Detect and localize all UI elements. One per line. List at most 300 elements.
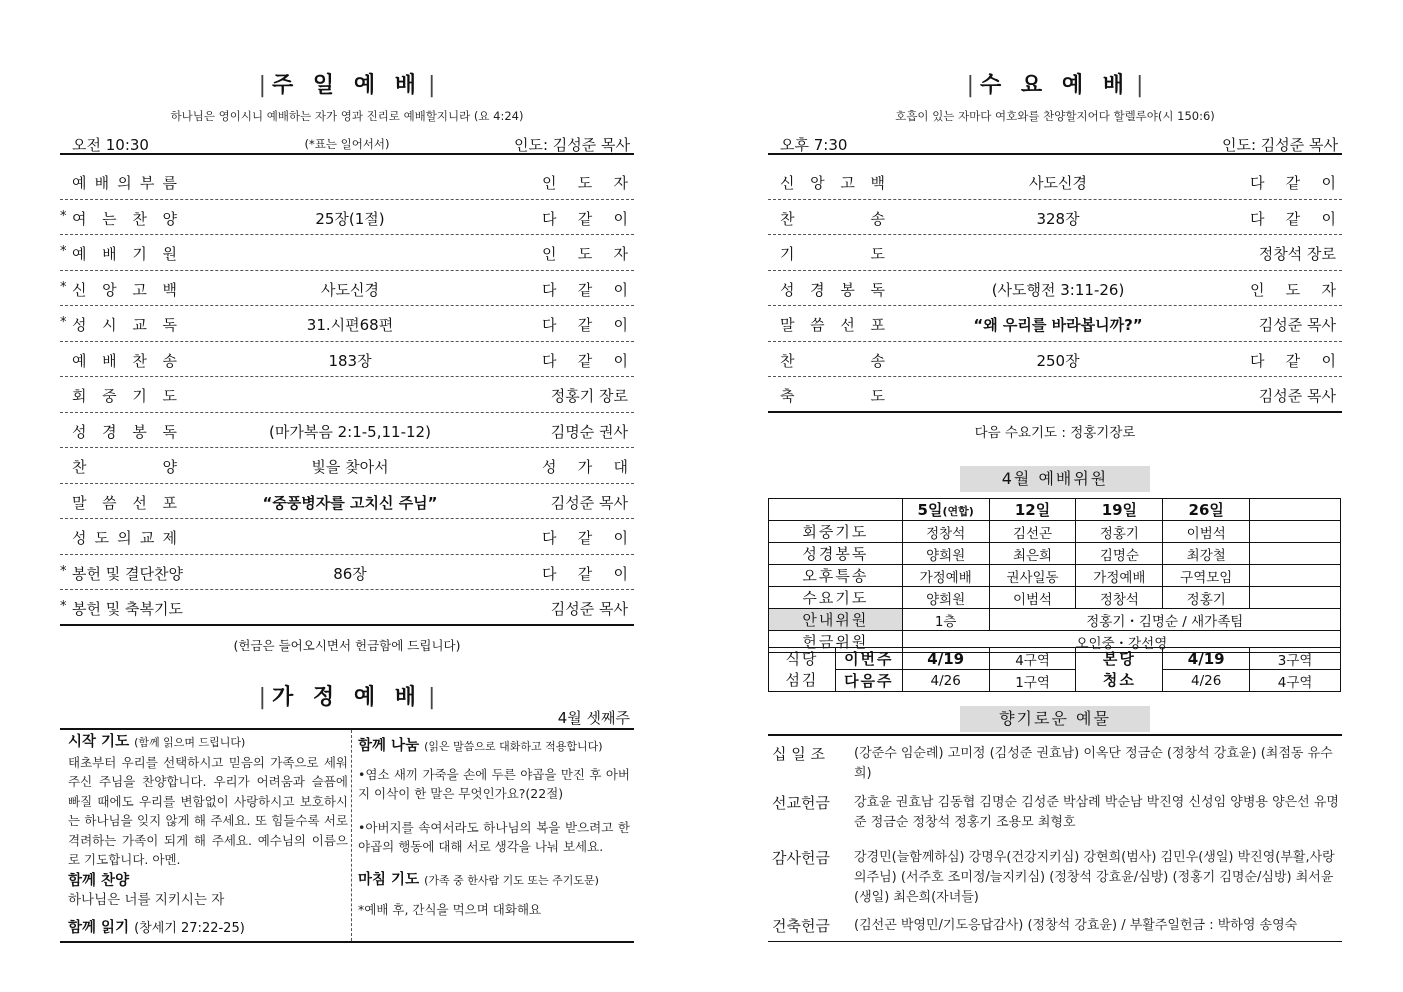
order-item-detail: 사도신경 xyxy=(1029,174,1087,192)
order-name-char: 독 xyxy=(162,422,177,441)
order-name-char: 기 xyxy=(780,245,795,263)
order-who-char: 가 xyxy=(577,458,593,476)
order-item-detail: 사도신경 xyxy=(321,280,379,299)
order-item-name xyxy=(72,314,177,335)
duty-row-label: 성경봉독 xyxy=(769,543,903,565)
order-name-char: 씀 xyxy=(810,316,825,334)
order-item-detail: (사도행전 3:11-26) xyxy=(991,280,1125,299)
family-title-text: 가 정 예 배 xyxy=(272,685,422,710)
order-row xyxy=(768,200,1342,236)
sharing-title: 함께 나눔 xyxy=(358,738,420,754)
order-item-detail: 183장 xyxy=(328,351,372,370)
order-name-char: 도 xyxy=(870,245,885,263)
order-name-char: 백 xyxy=(870,174,885,192)
order-who-char: 도 xyxy=(1285,280,1301,299)
order-item-person: 김성준 목사 xyxy=(550,600,628,618)
order-name-char: 봉 xyxy=(132,422,147,441)
duty-row xyxy=(769,587,1341,609)
service-next-week-row xyxy=(769,670,1341,692)
sharing-question-1: •염소 새끼 가죽을 손에 두른 야곱을 만진 후 아버지 이삭이 한 말은 무엇인가요?(22절) xyxy=(358,766,630,801)
order-who-char: 자 xyxy=(613,174,628,192)
order-name-char: 선 xyxy=(132,493,147,512)
order-row xyxy=(60,271,634,307)
order-name-char: 앙 xyxy=(102,280,117,299)
order-name-char: 배 xyxy=(94,174,110,192)
order-who-char: 같 xyxy=(1285,209,1301,228)
order-who-char: 다 xyxy=(1250,351,1265,370)
order-row xyxy=(60,342,634,378)
duty-cell: 정홍기 xyxy=(1163,587,1250,609)
wednesday-title-text: 수 요 예 배 xyxy=(980,73,1130,98)
offering-label: 선교헌금 xyxy=(772,794,830,812)
duty-row xyxy=(769,565,1341,587)
duty-cell: 권사일동 xyxy=(989,565,1076,587)
order-item-name xyxy=(780,172,885,193)
standing-marker: * xyxy=(60,599,67,614)
order-name-char: 회 xyxy=(72,387,87,405)
order-item-name xyxy=(72,243,177,264)
duty-row xyxy=(769,543,1341,565)
order-row xyxy=(60,164,634,200)
wednesday-time: 오후 7:30 xyxy=(780,136,848,154)
duty-cell: 가정예배 xyxy=(1076,565,1163,587)
duty-cell: 이범석 xyxy=(989,587,1076,609)
offering-names: 강효윤 권효남 김동협 김명순 김성준 박삼례 박순남 박진영 신성임 양병용 양은선 유명준 정금순 정창석 정홍기 조용모 최형호 xyxy=(854,795,1339,830)
order-row xyxy=(768,271,1342,307)
order-name-char: 송 xyxy=(870,209,885,228)
clean-label-1: 본당 xyxy=(1102,649,1136,668)
order-who-char: 인 xyxy=(542,174,557,192)
order-item-name xyxy=(780,314,885,335)
order-item-person xyxy=(1250,279,1336,300)
reading-heading xyxy=(68,919,348,939)
clean-this-date: 4/19 xyxy=(1163,648,1250,670)
stand-note: (*표는 일어서서) xyxy=(304,137,390,151)
clean-label xyxy=(1076,648,1163,692)
order-item-name xyxy=(72,385,177,406)
order-name-char: 찬 xyxy=(780,209,795,228)
order-who-char: 같 xyxy=(577,280,593,299)
offering-names: (강준수 임순례) 고미정 (김성준 권효남) 이옥단 정금순 (정창석 강효윤) (최점동 유수희) xyxy=(854,746,1333,781)
order-who-char: 도 xyxy=(577,245,593,263)
order-name-char: 예 xyxy=(72,245,87,263)
order-item-name xyxy=(72,279,177,300)
offerings-top-rule xyxy=(768,734,1342,736)
order-item-person xyxy=(542,456,628,477)
service-table xyxy=(768,647,1341,692)
order-who-char: 다 xyxy=(542,529,557,547)
order-who-char: 같 xyxy=(577,564,593,583)
standing-marker: * xyxy=(60,244,67,259)
sunday-leader: 인도: 김성준 목사 xyxy=(513,136,630,154)
next-week-label: 다음주 xyxy=(835,670,902,692)
order-item-person xyxy=(542,314,628,335)
family-right-column xyxy=(358,737,630,920)
order-who-char: 같 xyxy=(577,209,593,228)
guide-row xyxy=(769,609,1341,631)
order-row xyxy=(60,448,634,484)
order-name-char: 부 xyxy=(139,174,155,192)
order-who-char: 같 xyxy=(577,316,593,334)
order-who-char: 인 xyxy=(1250,280,1265,299)
order-name-char: 경 xyxy=(102,422,117,441)
order-name-char: 경 xyxy=(810,280,825,299)
reading-title: 함께 읽기 xyxy=(68,919,130,936)
duty-date-5 xyxy=(902,499,989,521)
order-name-char: 양 xyxy=(162,209,177,228)
order-name-char: 도 xyxy=(94,529,110,547)
order-item-person xyxy=(542,172,628,193)
duty-title: 4월 예배위원 xyxy=(960,466,1150,492)
standing-marker: * xyxy=(60,563,67,579)
order-item-detail: 86장 xyxy=(333,564,367,583)
order-name-char: 제 xyxy=(162,529,177,547)
order-name-char: 기 xyxy=(132,387,147,405)
order-item-name xyxy=(780,243,885,264)
duty-empty-header xyxy=(1250,499,1341,521)
standing-marker: * xyxy=(60,279,67,295)
order-item-detail: “중풍병자를 고치신 주님” xyxy=(262,493,438,512)
this-week-label: 이번주 xyxy=(835,648,902,670)
duty-cell xyxy=(1250,521,1341,543)
guide-names: 정홍기・김명순 / 새가족팀 xyxy=(989,609,1340,631)
closing-heading xyxy=(358,871,630,891)
order-name-char: 씀 xyxy=(102,493,117,512)
sunday-verse: 하나님은 영이시니 예배하는 자가 영과 진리로 예배할지니라 (요 4:24) xyxy=(170,109,524,123)
start-prayer-text: 태초부터 우리를 선택하시고 믿음의 가족으로 세워주신 주님을 찬양합니다. 우리가 어려움과 슬픔에 빠질 때에도 우리를 변함없이 사랑하시고 보호하시는 하나님을 잊지 않게 해 주세요. 또 힘들수록 서로 격려하는 가족이 되게 해 주세요. 예수님의 이름으로 기도합니다. 아멘. xyxy=(68,754,348,867)
order-item-person: 정창석 장로 xyxy=(1258,245,1336,263)
order-name-char: 도 xyxy=(870,387,885,405)
closing-title: 마침 기도 xyxy=(358,871,420,888)
order-item-person: 정홍기 장로 xyxy=(550,387,628,405)
order-row xyxy=(768,342,1342,378)
order-row xyxy=(768,164,1342,200)
order-who-char: 이 xyxy=(1321,209,1336,228)
order-name-char: 는 xyxy=(102,209,117,228)
order-name-char: 양 xyxy=(162,458,177,476)
sharing-question-2: •아버지를 속여서라도 하나님의 복을 받으려고 한 야곱의 행동에 대해 서로 생각을 나눠 보세요. xyxy=(358,819,630,854)
order-item-detail: 250장 xyxy=(1036,351,1080,370)
closing-note: *예배 후, 간식을 먹으며 대화해요 xyxy=(358,902,542,917)
order-item-detail: 31.시편68편 xyxy=(306,316,394,334)
meal-label-2: 섬김 xyxy=(785,670,819,689)
wednesday-verse: 호흡이 있는 자마다 여호와를 찬양할지어다 할렐루야(시 150:6) xyxy=(895,109,1215,123)
order-item-name xyxy=(72,208,177,229)
order-name-char: 포 xyxy=(162,493,177,512)
guide-label: 안내위원 xyxy=(769,609,903,631)
order-who-char: 도 xyxy=(577,174,593,192)
meal-label xyxy=(769,648,836,692)
meal-label-1: 식당 xyxy=(785,649,819,668)
family-worship-box xyxy=(60,728,634,943)
order-name-char: 여 xyxy=(72,209,87,228)
order-item-person xyxy=(1250,172,1336,193)
order-name-char: 도 xyxy=(162,387,177,405)
duty-row-label: 회중기도 xyxy=(769,521,903,543)
order-name-char: 송 xyxy=(162,351,177,370)
order-item-name xyxy=(72,456,177,477)
order-name-char: 신 xyxy=(72,280,87,299)
order-who-char: 같 xyxy=(1285,174,1301,192)
order-who-char: 다 xyxy=(1250,174,1265,192)
order-name-char: 말 xyxy=(72,493,87,512)
order-who-char: 자 xyxy=(613,245,628,263)
order-row xyxy=(60,413,634,449)
sunday-title-text: 주 일 예 배 xyxy=(272,73,422,98)
title-bar-left: | xyxy=(258,685,266,710)
date-5-label: 5일 xyxy=(917,501,943,519)
order-item-name xyxy=(72,172,177,193)
order-row xyxy=(60,590,634,626)
family-divider xyxy=(351,730,352,941)
order-name-char: 독 xyxy=(162,316,177,334)
order-row xyxy=(60,484,634,520)
duty-cell: 김명순 xyxy=(1076,543,1163,565)
order-row xyxy=(60,555,634,591)
family-left-column xyxy=(68,733,348,938)
service-this-week-row xyxy=(769,648,1341,670)
duty-cell: 최은희 xyxy=(989,543,1076,565)
order-who-char: 다 xyxy=(542,280,557,299)
order-item-detail: “왜 우리를 바라봅니까?” xyxy=(973,316,1143,334)
sunday-time: 오전 10:30 xyxy=(72,136,149,154)
order-who-char: 다 xyxy=(542,564,557,583)
duty-body xyxy=(769,521,1341,609)
order-item-name xyxy=(72,421,177,442)
order-name-char: 고 xyxy=(132,280,147,299)
order-name-char: 원 xyxy=(162,245,177,263)
duty-cell: 구역모임 xyxy=(1163,565,1250,587)
order-name-char: 시 xyxy=(102,316,117,334)
family-week: 4월 셋째주 xyxy=(557,709,630,727)
duty-cell: 김선곤 xyxy=(989,521,1076,543)
order-row xyxy=(60,200,634,236)
clean-next-group: 4구역 xyxy=(1250,670,1341,692)
duty-cell: 양희원 xyxy=(902,587,989,609)
duty-cell: 이범석 xyxy=(1163,521,1250,543)
duty-cell xyxy=(1250,543,1341,565)
offering-note: (헌금은 들어오시면서 헌금함에 드립니다) xyxy=(233,638,461,653)
meal-next-group: 1구역 xyxy=(989,670,1076,692)
duty-cell: 가정예배 xyxy=(902,565,989,587)
order-name-char: 성 xyxy=(72,422,87,441)
order-name-char: 찬 xyxy=(780,351,795,370)
family-worship-title xyxy=(60,680,634,711)
offering-label: 감사헌금 xyxy=(772,849,830,867)
order-item-name xyxy=(780,350,885,371)
order-item-name: 봉헌 및 축복기도 xyxy=(72,600,183,618)
duty-date-12: 12일 xyxy=(989,499,1076,521)
order-who-char: 같 xyxy=(577,351,593,370)
offering-names: 강경민(늘함께하심) 강명우(건강지키심) 강현희(범사) 김민우(생일) 박진영(부활,사랑의주님) (서주호 조미정/늘지키심) (정창석 강효윤/심방) (정홍기 김명순/심방) 최서윤(생일) 최은희(자녀들) xyxy=(854,850,1335,905)
order-name-char: 교 xyxy=(139,529,155,547)
order-item-name xyxy=(780,385,885,406)
duty-row-label: 수요기도 xyxy=(769,587,903,609)
start-prayer-heading xyxy=(68,733,348,753)
order-item-person xyxy=(542,350,628,371)
order-name-char: 성 xyxy=(72,529,87,547)
order-item-person xyxy=(542,243,628,264)
praise-title: 함께 찬양 xyxy=(68,872,130,889)
order-who-char: 이 xyxy=(613,316,628,334)
order-item-detail: 328장 xyxy=(1036,209,1080,228)
order-who-char: 같 xyxy=(577,529,593,547)
order-name-char: 선 xyxy=(840,316,855,334)
duty-cell: 정창석 xyxy=(1076,587,1163,609)
order-item-name xyxy=(72,527,177,548)
order-who-char: 다 xyxy=(542,209,557,228)
duty-cell xyxy=(1250,565,1341,587)
order-who-char: 이 xyxy=(613,209,628,228)
order-name-char: 봉 xyxy=(840,280,855,299)
order-name-char: 백 xyxy=(162,280,177,299)
order-item-detail: 빛을 찾아서 xyxy=(311,458,389,476)
offering-names: (김선곤 박영민/기도응답감사) (정창석 강효윤) / 부활주일헌금 : 박하영 송영숙 xyxy=(854,918,1298,933)
duty-date-26: 26일 xyxy=(1163,499,1250,521)
praise-text: 하나님은 너를 지키시는 자 xyxy=(68,892,225,908)
duty-row xyxy=(769,521,1341,543)
standing-marker: * xyxy=(60,315,67,330)
duty-cell: 양희원 xyxy=(902,543,989,565)
title-bar-left: | xyxy=(966,73,974,98)
order-name-char: 성 xyxy=(72,316,87,334)
guide-floor: 1층 xyxy=(902,609,989,631)
wednesday-info-row xyxy=(768,131,1342,155)
duty-cell: 정홍기 xyxy=(1076,521,1163,543)
order-who-char: 자 xyxy=(1321,280,1336,299)
order-who-char: 다 xyxy=(542,316,557,334)
order-item-person xyxy=(542,527,628,548)
order-name-char: 송 xyxy=(870,351,885,370)
order-name-char: 배 xyxy=(102,351,117,370)
order-row xyxy=(60,306,634,342)
order-row xyxy=(60,519,634,555)
order-name-char: 의 xyxy=(117,174,132,192)
order-item-name xyxy=(72,350,177,371)
offering-committee-label: 헌금위원 xyxy=(769,631,903,653)
offering-label: 건축헌금 xyxy=(772,917,830,935)
sharing-sub: (읽은 말씀으로 대화하고 적용합니다) xyxy=(424,740,603,753)
reading-ref: (창세기 27:22-25) xyxy=(134,920,245,936)
duty-table xyxy=(768,498,1341,653)
order-name-char: 말 xyxy=(780,316,795,334)
order-row xyxy=(768,306,1342,342)
order-item-person xyxy=(542,563,628,584)
order-name-char: 신 xyxy=(780,174,795,192)
order-name-char: 름 xyxy=(162,174,177,192)
meal-this-date: 4/19 xyxy=(902,648,989,670)
order-name-char: 찬 xyxy=(72,458,87,476)
order-item-name xyxy=(780,208,885,229)
order-item-person: 김명순 권사 xyxy=(550,422,628,441)
duty-cell: 정창석 xyxy=(902,521,989,543)
order-name-char: 찬 xyxy=(132,351,147,370)
order-name-char: 포 xyxy=(870,316,885,334)
meal-this-group: 4구역 xyxy=(989,648,1076,670)
duty-cell xyxy=(1250,587,1341,609)
order-item-detail: (마가복음 2:1-5,11-12) xyxy=(269,422,431,441)
order-who-char: 다 xyxy=(1250,209,1265,228)
clean-label-2: 청소 xyxy=(1102,670,1136,689)
order-row xyxy=(768,235,1342,271)
start-prayer-title: 시작 기도 xyxy=(68,734,130,750)
wednesday-leader: 인도: 김성준 목사 xyxy=(1221,136,1338,154)
order-item-detail: 25장(1절) xyxy=(315,209,385,228)
order-name-char: 축 xyxy=(780,387,795,405)
order-row xyxy=(768,377,1342,413)
order-who-char: 이 xyxy=(613,529,628,547)
order-who-char: 같 xyxy=(1285,351,1301,370)
order-name-char: 성 xyxy=(780,280,795,299)
order-item-person: 김성준 목사 xyxy=(1258,387,1336,405)
order-item-person xyxy=(542,279,628,300)
order-name-char: 기 xyxy=(132,245,147,263)
wednesday-worship-title xyxy=(768,68,1342,99)
order-name-char: 앙 xyxy=(810,174,825,192)
next-wednesday-prayer: 다음 수요기도 : 정홍기장로 xyxy=(974,425,1136,441)
duty-cell: 최강철 xyxy=(1163,543,1250,565)
duty-corner-cell xyxy=(769,499,903,521)
clean-this-group: 3구역 xyxy=(1250,648,1341,670)
title-bar-right: | xyxy=(1136,73,1144,98)
order-name-char: 예 xyxy=(72,174,87,192)
offerings-title: 향기로운 예물 xyxy=(960,706,1150,732)
order-item-person xyxy=(1250,350,1336,371)
closing-sub: (가족 중 한사람 기도 또는 주기도문) xyxy=(424,873,599,887)
title-bar-right: | xyxy=(428,73,436,98)
order-name-char: 교 xyxy=(132,316,147,334)
sunday-worship-title xyxy=(60,68,634,99)
offerings-bottom-rule xyxy=(768,941,1342,942)
order-name-char: 배 xyxy=(102,245,117,263)
order-who-char: 이 xyxy=(613,351,628,370)
order-name-char: 찬 xyxy=(132,209,147,228)
order-name-char: 중 xyxy=(102,387,117,405)
order-row xyxy=(60,377,634,413)
order-who-char: 성 xyxy=(542,458,557,476)
order-item-person: 김성준 목사 xyxy=(1258,316,1336,334)
offering-label: 십 일 조 xyxy=(772,745,826,763)
date-5-union: (연합) xyxy=(942,505,974,518)
order-who-char: 이 xyxy=(613,564,628,583)
order-item-name xyxy=(72,492,177,513)
title-bar-right: | xyxy=(428,685,436,710)
sunday-info-row xyxy=(60,131,634,155)
title-bar-left: | xyxy=(258,73,266,98)
order-who-char: 대 xyxy=(613,458,628,476)
order-name-char: 예 xyxy=(72,351,87,370)
order-who-char: 이 xyxy=(1321,174,1336,192)
order-name-char: 독 xyxy=(870,280,885,299)
order-item-person xyxy=(1250,208,1336,229)
order-name-char: 의 xyxy=(117,529,132,547)
sharing-heading xyxy=(358,737,630,757)
duty-row-label: 오후특송 xyxy=(769,565,903,587)
order-item-person: 김성준 목사 xyxy=(550,493,628,512)
standing-marker: * xyxy=(60,208,67,224)
clean-next-date: 4/26 xyxy=(1163,670,1250,692)
order-name-char: 고 xyxy=(840,174,855,192)
order-who-char: 이 xyxy=(613,280,628,299)
duty-date-19: 19일 xyxy=(1076,499,1163,521)
order-who-char: 다 xyxy=(542,351,557,370)
order-item-name: 봉헌 및 결단찬양 xyxy=(72,564,183,583)
order-who-char: 이 xyxy=(1321,351,1336,370)
offering-committee-names: 오인중・강선영 xyxy=(902,631,1340,653)
order-who-char: 인 xyxy=(542,245,557,263)
order-item-name xyxy=(780,279,885,300)
order-item-person xyxy=(542,208,628,229)
